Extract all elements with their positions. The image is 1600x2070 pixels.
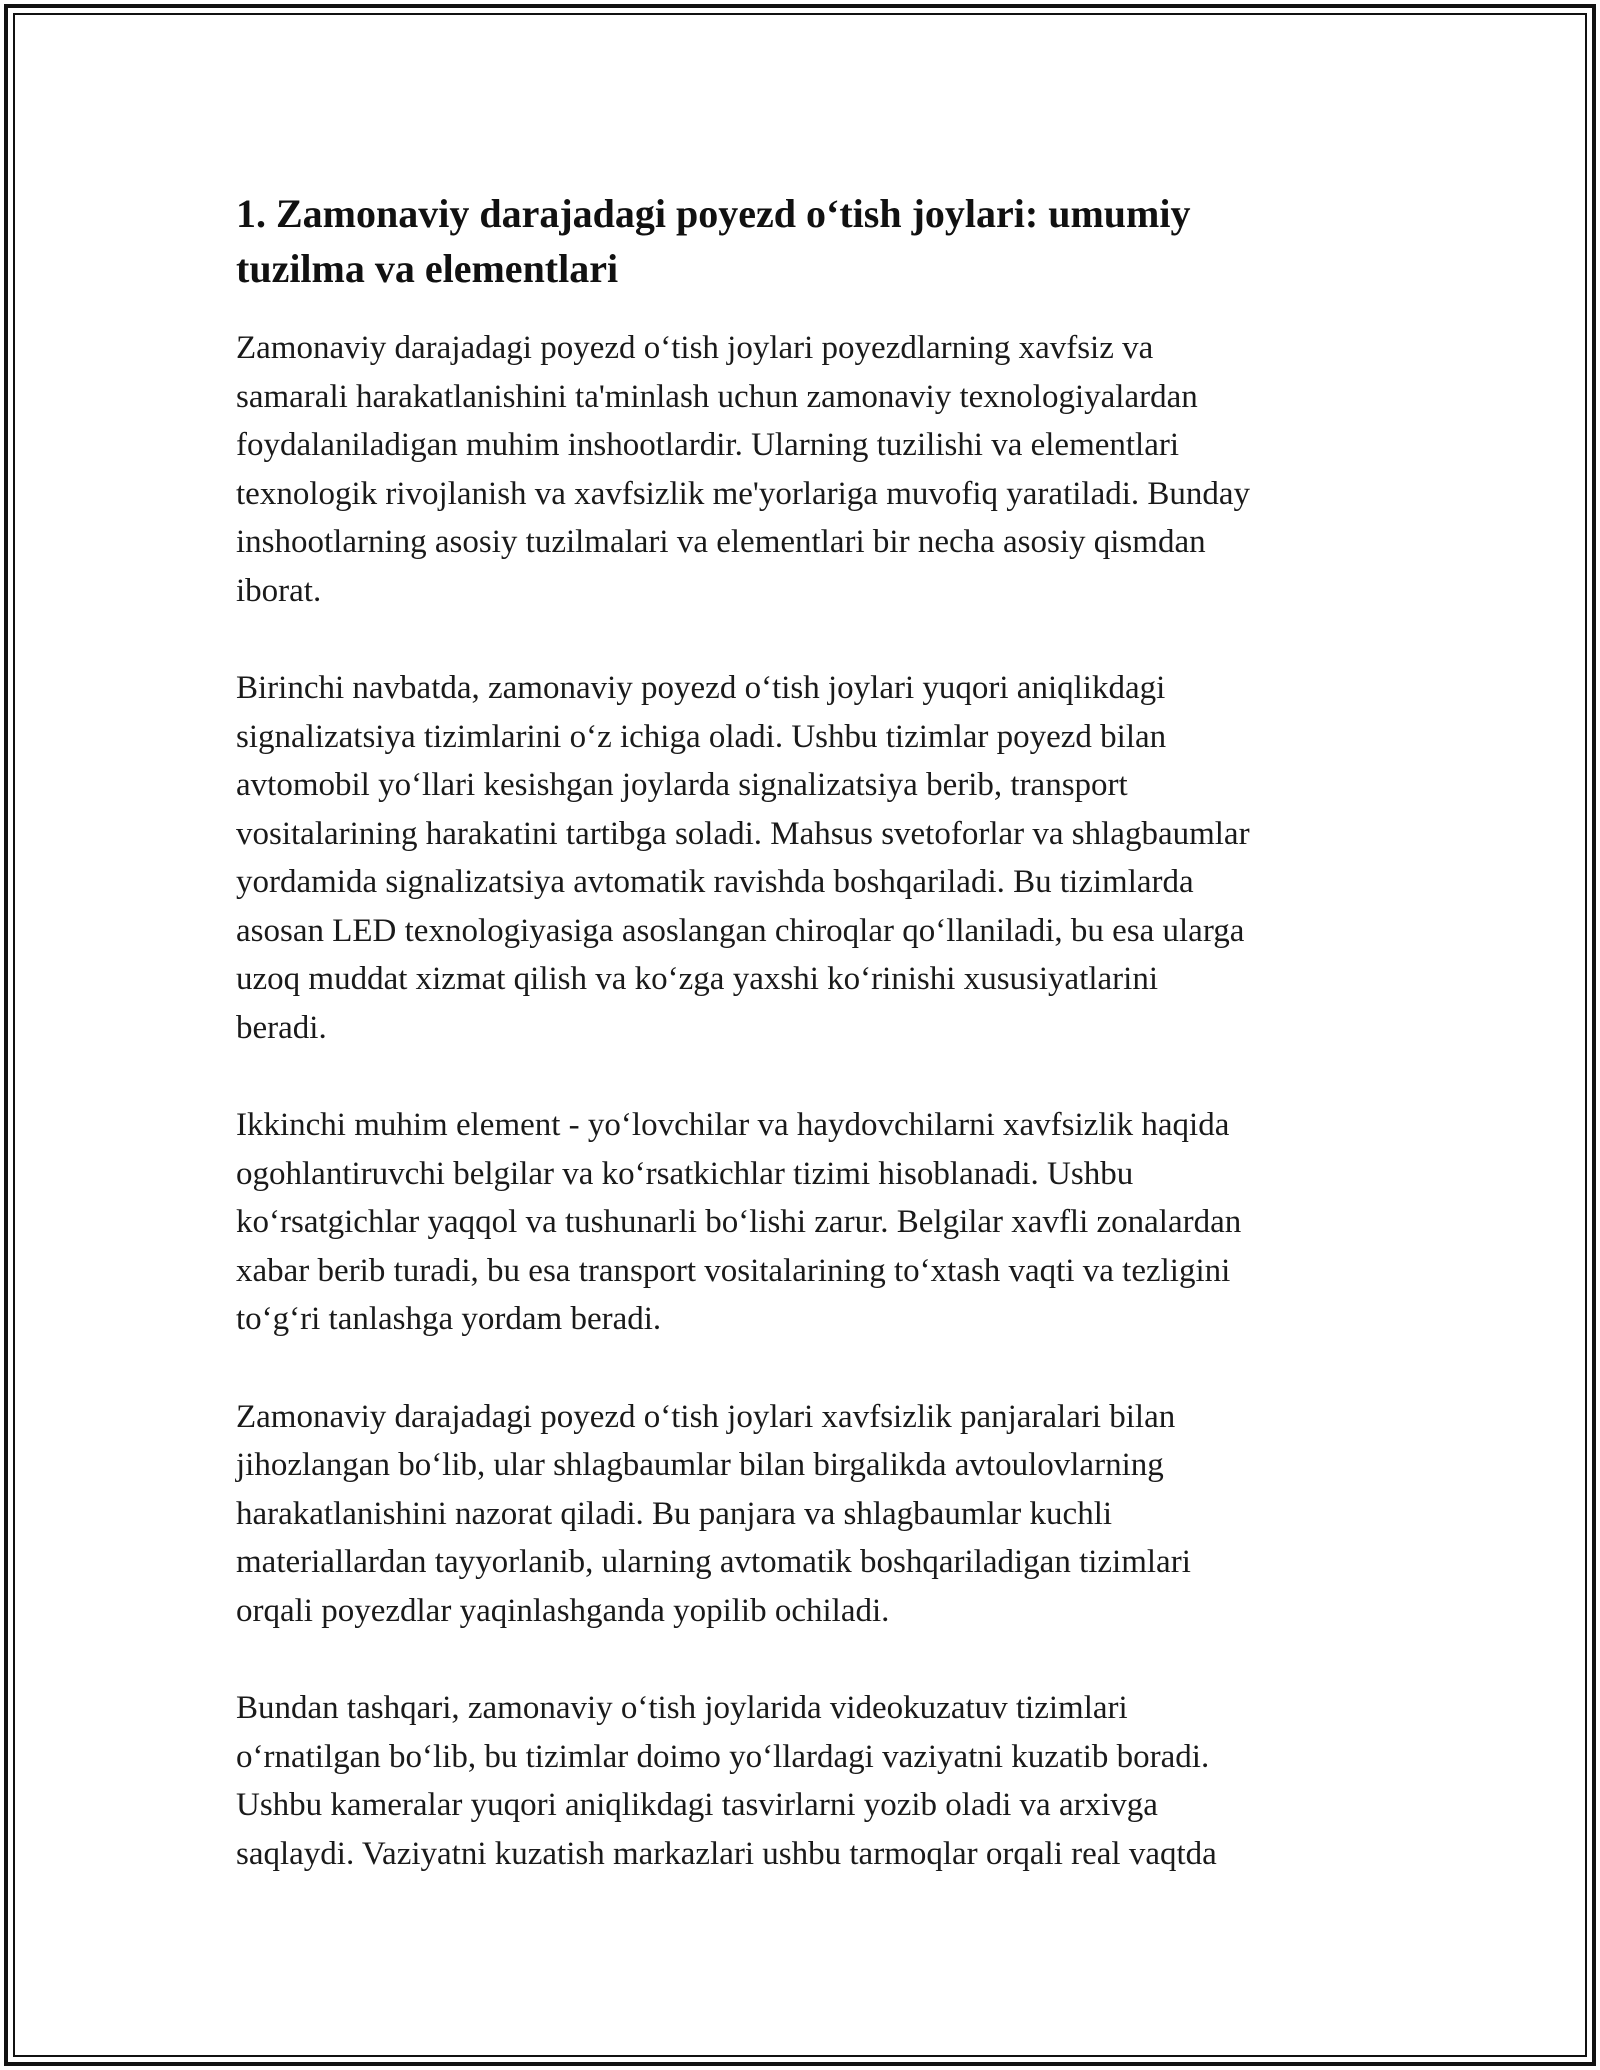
paragraph-warning-signs: Ikkinchi muhim element - yo‘lovchilar va haydovchilarni xavfsizlik haqida ogohlantiruvchi belgilar va ko‘rsatkichlar tizimi hisoblanadi. Ushbu ko‘rsatgichlar yaqqol va tushunarli bo‘lishi zarur. Belgilar xavfli zonalardan xabar berib turadi, bu esa transport vositalarining to‘xtash vaqti va tezligini to‘g‘ri tanlashga yordam beradi. — [236, 1107, 1242, 1337]
paragraph-intro: Zamonaviy darajadagi poyezd o‘tish joylari poyezdlarning xavfsiz va samarali harakatlanishini ta'minlash uchun zamonaviy texnologiyalardan foydalaniladigan muhim inshootlardir. Ularning tuzilishi va elementlari texnologik rivojlanish va xavfsizlik me'yorlariga muvofiq yaratiladi. Bunday inshootlarning asosiy tuzilmalari va elementlari bir necha asosiy qismdan iborat. — [236, 330, 1251, 609]
document-body — [236, 186, 1366, 1927]
paragraph-barriers: Zamonaviy darajadagi poyezd o‘tish joylari xavfsizlik panjaralari bilan jihozlangan bo‘lib, ular shlagbaumlar bilan birgalikda avtoulovlarning harakatlanishini nazorat qiladi. Bu panjara va shlagbaumlar kuchli materiallardan tayyorlanib, ularning avtomatik boshqariladigan tizimlari orqali poyezdlar yaqinlashganda yopilib ochiladi. — [236, 1398, 1191, 1629]
paragraph-signalization: Birinchi navbatda, zamonaviy poyezd o‘tish joylari yuqori aniqlikdagi signalizatsiya tizimlarini o‘z ichiga oladi. Ushbu tizimlar poyezd bilan avtomobil yo‘llari kesishgan joylarda signalizatsiya berib, transport vositalarining harakatini tartibga soladi. Mahsus svetoforlar va shlagbaumlar yordamida signalizatsiya avtomatik ravishda boshqariladi. Bu tizimlarda asosan LED texnologiyasiga asoslangan chiroqlar qo‘llaniladi, bu esa ularga uzoq muddat xizmat qilish va ko‘zga yaxshi ko‘rinishi xususiyatlarini beradi. — [236, 670, 1250, 1046]
section-heading: 1. Zamonaviy darajadagi poyezd o‘tish joylari: umumiy tuzilma va elementlari — [236, 191, 1191, 291]
paragraph-video-surveillance: Bundan tashqari, zamonaviy o‘tish joylarida videokuzatuv tizimlari o‘rnatilgan bo‘lib, bu tizimlar doimo yo‘llardagi vaziyatni kuzatib boradi. Ushbu kameralar yuqori aniqlikdagi tasvirlarni yozib oladi va arxivga saqlaydi. Vaziyatni kuzatish markazlari ushbu tarmoqlar orqali real vaqtda — [236, 1690, 1217, 1872]
